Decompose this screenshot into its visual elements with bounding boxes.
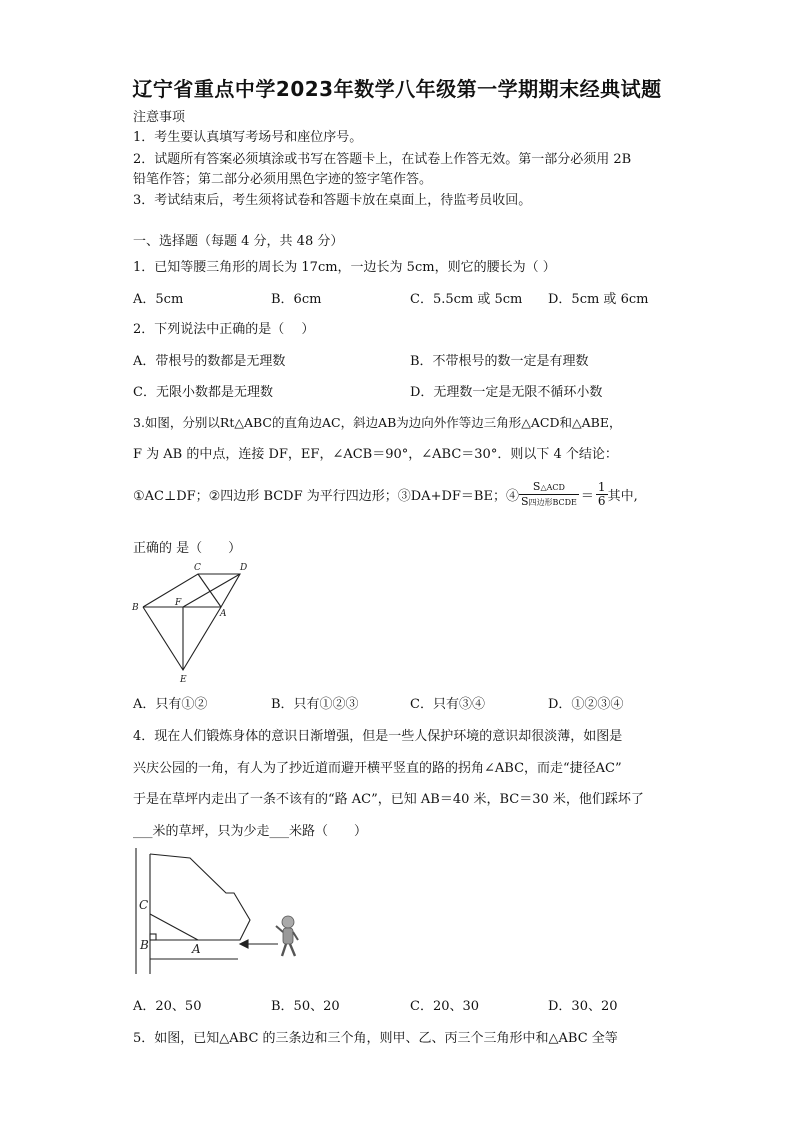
q3-option-c: C．只有③④ [410, 697, 485, 712]
q1-option-a: A．5cm [133, 292, 184, 307]
q2-option-a: A．带根号的数都是无理数 [133, 354, 286, 369]
question-3-line: 其中, [607, 489, 638, 504]
point-label-f: F [175, 598, 182, 608]
question-3-line: 3.如图，分别以Rt△ABC的直角边AC，斜边AB为边向外作等边三角形△ACD和△ABE， [133, 415, 622, 430]
question-4-line: 4．现在人们锻炼身体的意识日渐增强，但是一些人保护环境的意识却很淡薄，如图是 [133, 729, 623, 744]
q3-option-b: B．只有①②③ [271, 697, 359, 712]
q4-option-a: A．20、50 [133, 999, 202, 1014]
question-4-line: 兴庆公园的一角，有人为了抄近道而避开横平竖直的路的拐角∠ABC，而走“捷径AC” [133, 761, 622, 776]
q2-option-d: D．无理数一定是无限不循环小数 [410, 385, 603, 400]
question-1-stem: 1．已知等腰三角形的周长为 17cm，一边长为 5cm，则它的腰长为（ ） [133, 260, 556, 275]
walking-person-icon [276, 916, 298, 956]
area-ratio-fraction [519, 480, 579, 509]
fraction-denominator: S [520, 495, 529, 508]
fraction-denominator-subscript: 四边形BCDE [528, 498, 577, 507]
q4-option-c: C．20、30 [410, 999, 480, 1014]
fraction-numerator-subscript: △ACD [540, 483, 565, 492]
point-label-d: D [240, 563, 248, 573]
q2-option-b: B．不带根号的数一定是有理数 [410, 354, 589, 369]
triangle-figure [128, 558, 258, 686]
q2-option-c: C．无限小数都是无理数 [133, 385, 273, 400]
point-label-e: E [180, 675, 187, 685]
question-5-line: 5．如图，已知△ABC 的三条边和三个角，则甲、乙、丙三个三角形中和△ABC 全等 [133, 1031, 618, 1046]
q3-option-d: D．①②③④ [548, 697, 624, 712]
question-2-stem: 2．下列说法中正确的是（ ） [133, 322, 315, 337]
notice-item: 2．试题所有答案必须填涂或书写在答题卡上，在试卷上作答无效。第一部分必须用 2B [133, 152, 632, 167]
question-3-line: ①AC⊥DF；②四边形 BCDF 为平行四边形；③DA+DF＝BE；④ [133, 489, 519, 504]
section-heading: 一、选择题（每题 4 分，共 48 分） [133, 234, 344, 249]
question-3-line: 正确的 是（ ） [133, 541, 242, 556]
question-4-line: 于是在草坪内走出了一条不该有的“路 AC”，已知 AB＝40 米，BC＝30 米，他们踩坏了 [133, 792, 644, 807]
fraction-numerator: S [532, 480, 541, 493]
fraction-numerator: 1 [597, 480, 606, 494]
point-label-b: B [132, 603, 139, 613]
question-3-line: F 为 AB 的中点，连接 DF，EF，∠ACB＝90°，∠ABC＝30°．则以下 4 个结论： [133, 447, 618, 462]
fraction-denominator: 6 [597, 494, 606, 508]
q3-option-a: A．只有①② [133, 697, 208, 712]
notice-heading: 注意事项 [133, 110, 186, 125]
point-label-a: A [192, 942, 201, 956]
point-label-c: C [139, 898, 149, 912]
notice-item: 铅笔作答；第二部分必须用黑色字迹的签字笔作答。 [133, 172, 433, 187]
park-corner-figure [128, 848, 308, 978]
equals-sign: ＝ [580, 489, 594, 504]
notice-item: 1．考生要认真填写考场号和座位序号。 [133, 130, 363, 145]
notice-item: 3．考试结束后，考生须将试卷和答题卡放在桌面上，待监考员收回。 [133, 193, 532, 208]
point-label-b: B [140, 938, 149, 952]
q4-option-b: B．50、20 [271, 999, 340, 1014]
question-3-conclusions [133, 480, 638, 509]
q1-option-d: D．5cm 或 6cm [548, 292, 649, 307]
question-4-line: ___米的草坪，只为少走___米路（ ） [133, 824, 368, 839]
page-title: 辽宁省重点中学2023年数学八年级第一学期期末经典试题 [132, 77, 662, 101]
one-sixth-fraction [596, 481, 608, 508]
q4-option-d: D．30、20 [548, 999, 618, 1014]
point-label-c: C [194, 563, 201, 573]
q1-option-b: B．6cm [271, 292, 322, 307]
point-label-a: A [220, 609, 227, 619]
q1-option-c: C．5.5cm 或 5cm [410, 292, 523, 307]
